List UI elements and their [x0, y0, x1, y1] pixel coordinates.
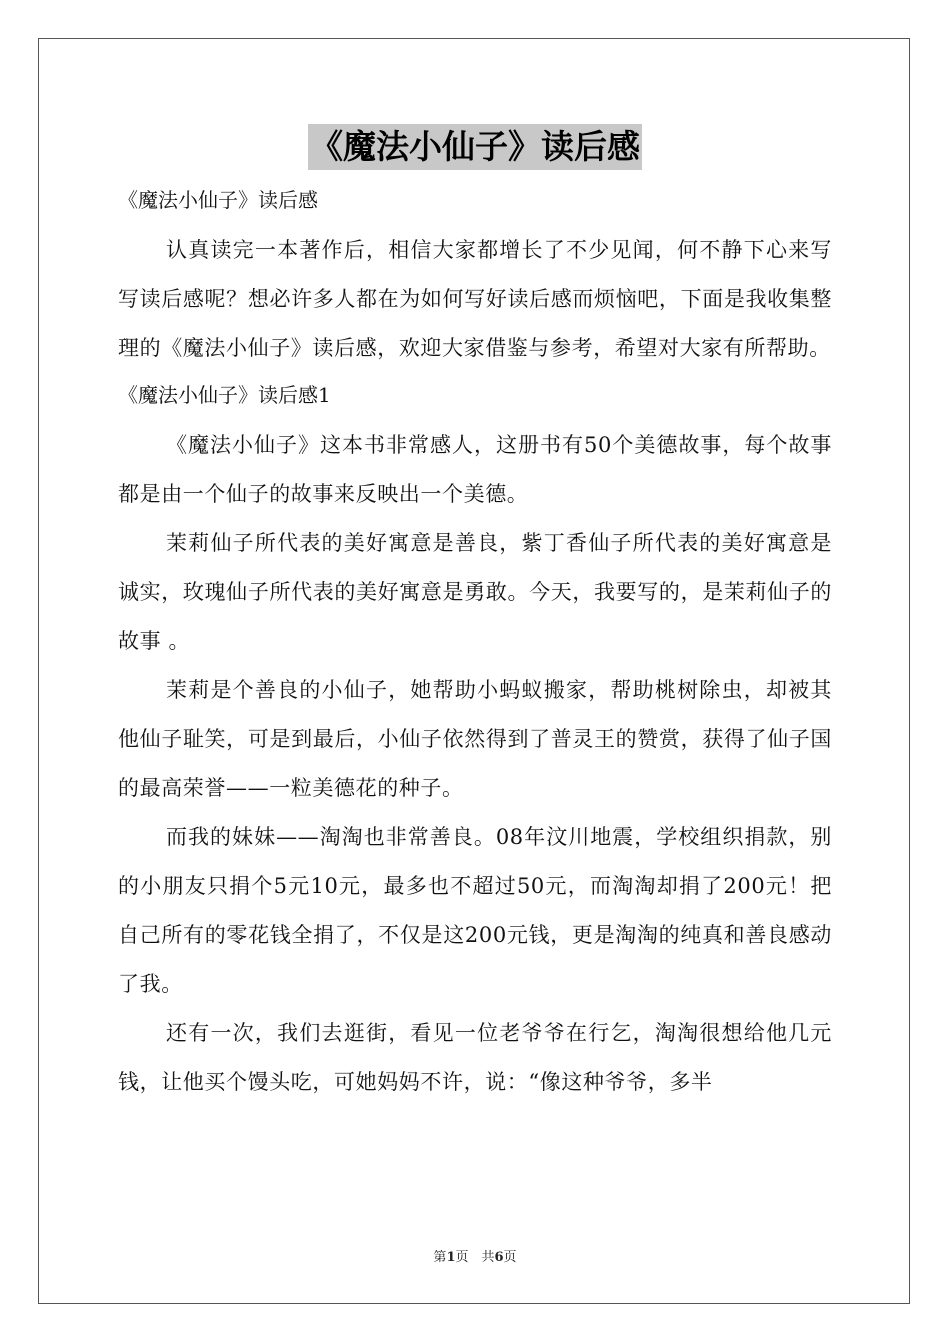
title-container [0, 124, 950, 170]
body-paragraph: 《魔法小仙子》这本书非常感人，这册书有50个美德故事，每个故事都是由一个仙子的故事来反映出一个美德。 [118, 433, 832, 506]
document-subtitle: 《魔法小仙子》读后感 [118, 188, 318, 212]
document-body [118, 180, 832, 1107]
section-heading: 《魔法小仙子》读后感1 [118, 383, 331, 407]
page-suffix: 页 [503, 1250, 517, 1265]
page-prefix: 第 [433, 1250, 447, 1265]
document-title: 《魔法小仙子》读后感 [308, 124, 642, 170]
page-footer [0, 1246, 950, 1265]
body-paragraph: 茉莉仙子所代表的美好寓意是善良，紫丁香仙子所代表的美好寓意是诚实，玫瑰仙子所代表的美好寓意是勇敢。今天，我要写的，是茉莉仙子的故事 。 [118, 531, 832, 653]
page-current: 1 [446, 1250, 456, 1265]
intro-paragraph: 认真读完一本著作后，相信大家都增长了不少见闻，何不静下心来写写读后感呢？想必许多人都在为如何写好读后感而烦恼吧，下面是我收集整理的《魔法小仙子》读后感，欢迎大家借鉴与参考，希望对大家有所帮助。 [118, 238, 832, 360]
body-paragraph: 茉莉是个善良的小仙子，她帮助小蚂蚁搬家，帮助桃树除虫，却被其他仙子耻笑，可是到最后，小仙子依然得到了普灵王的赞赏，获得了仙子国的最高荣誉——一粒美德花的种子。 [118, 678, 832, 800]
body-paragraph: 还有一次，我们去逛街，看见一位老爷爷在行乞，淘淘很想给他几元钱，让他买个馒头吃，可她妈妈不许，说：“像这种爷爷，多半 [118, 1021, 832, 1094]
page-total: 6 [494, 1250, 504, 1265]
body-paragraph: 而我的妹妹——淘淘也非常善良。08年汶川地震，学校组织捐款，别的小朋友只捐个5元10元，最多也不超过50元，而淘淘却捐了200元！把自己所有的零花钱全捐了，不仅是这200元钱，更是淘淘的纯真和善良感动了我。 [118, 825, 832, 996]
page-mid: 页 共 [455, 1250, 495, 1265]
